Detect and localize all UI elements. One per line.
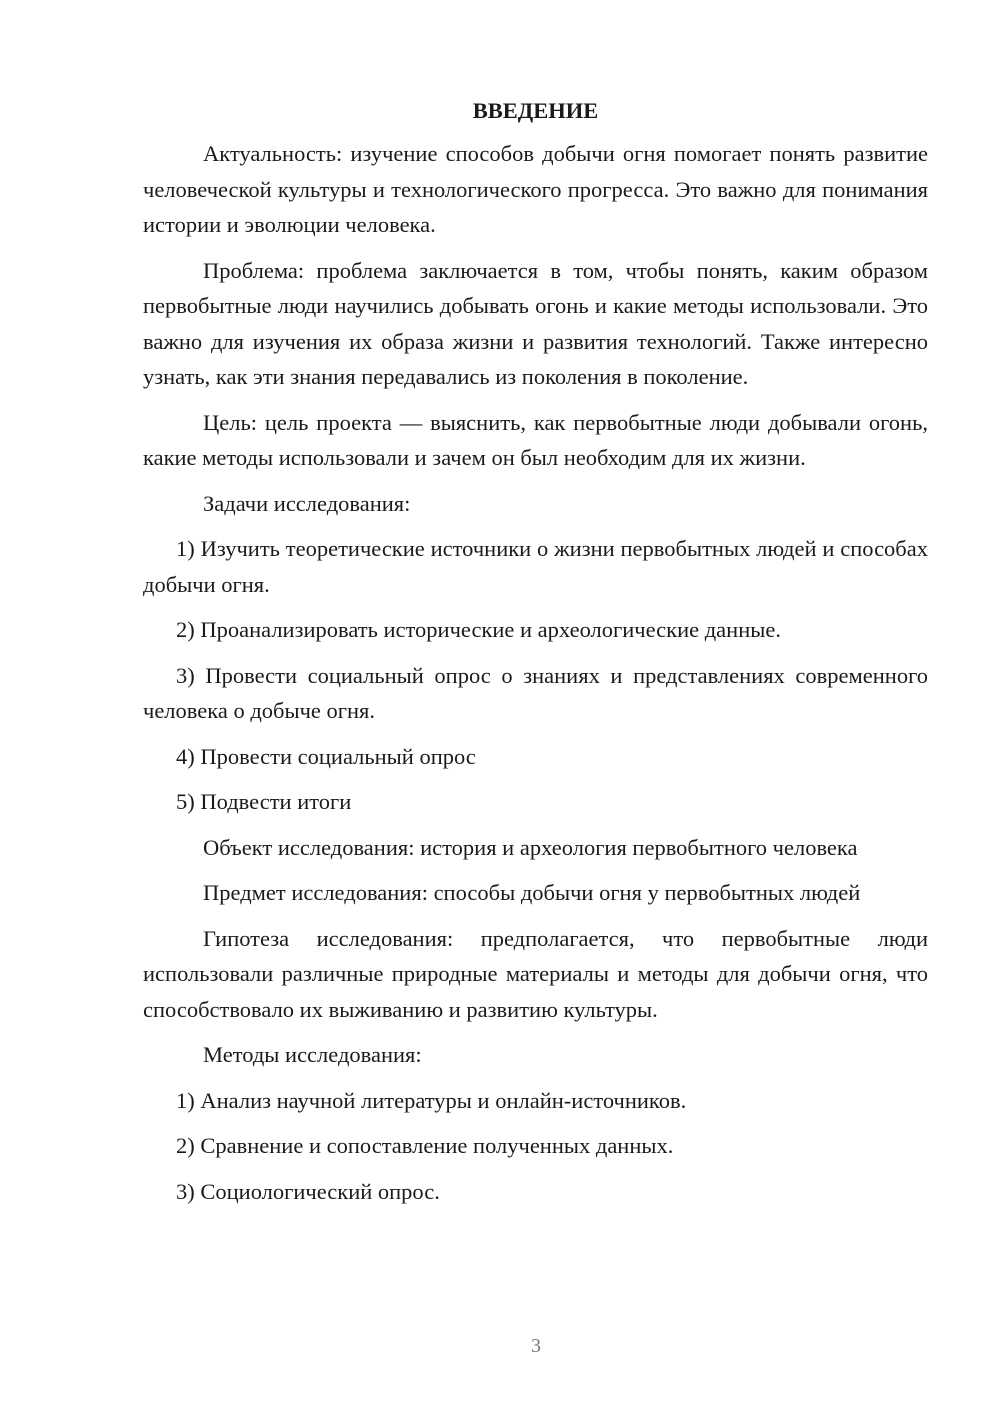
subject-paragraph: Предмет исследования: способы добычи огня у первобытных людей [203, 880, 861, 905]
document-page [143, 96, 928, 1219]
task-item: 2) Проанализировать исторические и археологические данные. [176, 617, 781, 642]
tasks-heading: Задачи исследования: [203, 490, 411, 516]
relevance-paragraph: Актуальность: изучение способов добычи огня помогает понять развитие человеческой культуры и технологического прогресса. Это важно для понимания истории и эволюции человека. [143, 141, 928, 237]
task-item: 5) Подвести итоги [176, 789, 352, 814]
object-paragraph: Объект исследования: история и археология первобытного человека [203, 834, 858, 860]
problem-paragraph: Проблема: проблема заключается в том, чтобы понять, каким образом первобытные люди научились добывать огонь и какие методы использовали. Это важно для изучения их образа жизни и развития технологий. Также интересно узнать, как эти знания передавались из поколения в поколение. [143, 257, 928, 389]
goal-paragraph: Цель: цель проекта — выяснить, как первобытные люди добывали огонь, какие методы использовали и зачем он был необходим для их жизни. [143, 409, 928, 470]
methods-heading: Методы исследования: [203, 1042, 422, 1067]
method-item: 1) Анализ научной литературы и онлайн-источников. [176, 1087, 687, 1113]
hypothesis-paragraph: Гипотеза исследования: предполагается, что первобытные люди использовали различные природные материалы и методы для добычи огня, что способствовало их выживанию и развитию культуры. [143, 925, 928, 1022]
method-item: 2) Сравнение и сопоставление полученных данных. [176, 1133, 674, 1158]
task-item: 3) Провести социальный опрос о знаниях и представлениях современного человека о добыче огня. [143, 662, 928, 723]
task-item: 4) Провести социальный опрос [176, 743, 476, 769]
page-title: ВВЕДЕНИЕ [472, 98, 599, 123]
task-item: 1) Изучить теоретические источники о жизни первобытных людей и способах добычи огня. [143, 536, 928, 597]
page-number: 3 [531, 1335, 541, 1357]
method-item: 3) Социологический опрос. [176, 1178, 440, 1204]
